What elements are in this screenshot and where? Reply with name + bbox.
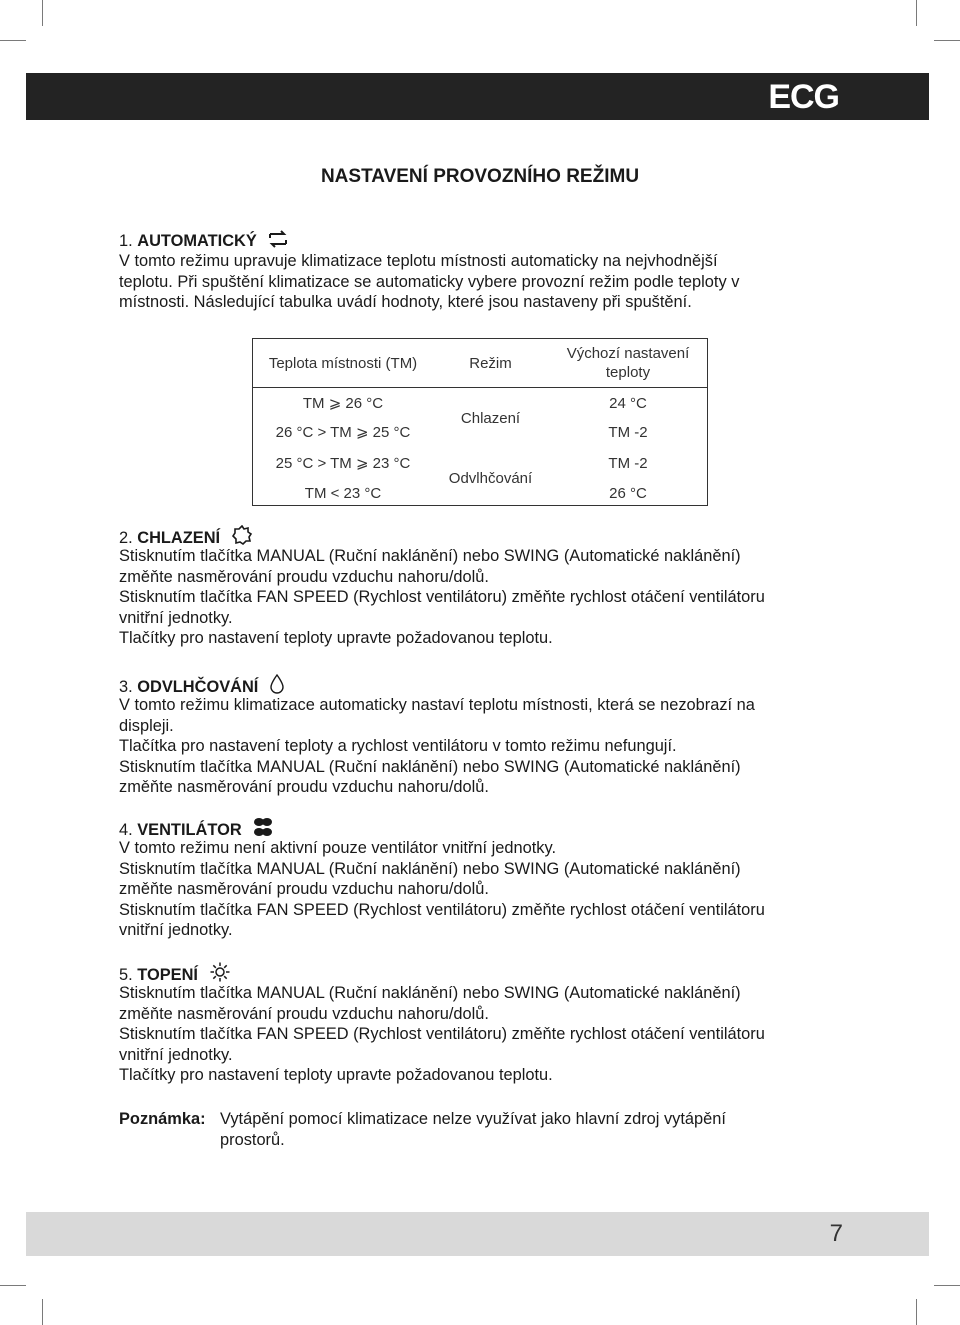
section-heading	[119, 525, 839, 546]
body-line: vnitřní jednotky.	[119, 608, 233, 627]
table-cell: TM -2	[608, 424, 648, 441]
mode-table	[252, 338, 708, 506]
section-title: TOPENÍ	[137, 966, 198, 984]
table-cell: TM ⩾ 26 °C	[302, 395, 384, 412]
table-cell: 26 °C	[609, 485, 647, 502]
table-cell: TM < 23 °C	[304, 485, 382, 502]
cooling-icon	[231, 525, 253, 545]
fan-icon	[252, 817, 274, 837]
body-line: Stisknutím tlačítka MANUAL (Ruční naklánění) nebo SWING (Automatické naklánění)	[119, 859, 741, 878]
table-cell: 24 °C	[609, 395, 647, 412]
table-cell: 26 °C > TM ⩾ 25 °C	[275, 424, 411, 441]
note-line: Vytápění pomocí klimatizace nelze využívat jako hlavní zdroj vytápění	[220, 1110, 726, 1128]
body-line: Stisknutím tlačítka MANUAL (Ruční naklánění) nebo SWING (Automatické naklánění)	[119, 547, 741, 565]
note-line: prostorů.	[220, 1130, 285, 1149]
body-line: vnitřní jednotky.	[119, 1045, 233, 1064]
body-line: Tlačítky pro nastavení teploty upravte požadovanou teplotu.	[119, 629, 553, 648]
page-number: 7	[829, 1220, 843, 1247]
crop-mark	[0, 40, 26, 41]
body-line: Stisknutím tlačítka MANUAL (Ruční naklánění) nebo SWING (Automatické naklánění)	[119, 984, 741, 1002]
crop-mark	[0, 1285, 26, 1286]
section-heading	[119, 674, 839, 695]
section-title: ODVLHČOVÁNÍ	[137, 678, 259, 696]
body-line: displeji.	[119, 716, 174, 735]
body-line: Tlačítka pro nastavení teploty a rychlost ventilátoru v tomto režimu nefungují.	[119, 737, 677, 756]
table-cell: TM -2	[608, 455, 648, 472]
body-line: změňte nasměrování proudu vzduchu nahoru/dolů.	[119, 778, 489, 797]
section-heating	[119, 962, 839, 1086]
section-number: 2.	[119, 529, 133, 547]
table-header: Režim	[469, 355, 512, 372]
table-header: Výchozí nastavení teploty	[566, 345, 690, 381]
crop-mark	[42, 0, 43, 26]
brand-logo: ECG	[768, 78, 839, 116]
table-header: Teplota místnosti (TM)	[268, 355, 418, 372]
table-cell: Odvlhčování	[448, 470, 533, 487]
body-line: místnosti. Následující tabulka uvádí hodnoty, které jsou nastaveny při spuštění.	[119, 293, 692, 312]
body-line: teplotu. Při spuštění klimatizace se automaticky vybere provozní režim podle teploty v	[119, 272, 740, 291]
table-cell: Chlazení	[460, 410, 521, 427]
dehumidify-drop-icon	[269, 674, 285, 694]
footer-bar	[26, 1212, 929, 1256]
section-title: VENTILÁTOR	[137, 821, 242, 839]
section-heading	[119, 817, 839, 838]
body-line: V tomto režimu upravuje klimatizace teplotu místnosti automaticky na nejvhodnější	[119, 252, 718, 270]
body-line: Stisknutím tlačítka FAN SPEED (Rychlost ventilátoru) změňte rychlost otáčení ventilátoru	[119, 588, 765, 607]
crop-mark	[42, 1299, 43, 1325]
body-line: V tomto režimu klimatizace automaticky nastaví teplotu místnosti, která se nezobrazí na	[119, 696, 755, 714]
crop-mark	[934, 1285, 960, 1286]
section-heading	[119, 230, 839, 251]
table-cell: 25 °C > TM ⩾ 23 °C	[275, 455, 411, 472]
body-line: Stisknutím tlačítka FAN SPEED (Rychlost ventilátoru) změňte rychlost otáčení ventilátoru	[119, 900, 765, 919]
section-number: 4.	[119, 821, 133, 839]
note-label: Poznámka:	[119, 1110, 206, 1128]
note-text	[220, 1109, 800, 1150]
header-bar	[26, 73, 929, 120]
auto-mode-icon	[267, 230, 289, 248]
section-title: AUTOMATICKÝ	[137, 232, 257, 250]
heating-sun-icon	[209, 962, 231, 982]
body-line: Tlačítky pro nastavení teploty upravte požadovanou teplotu.	[119, 1066, 553, 1085]
body-line: změňte nasměrování proudu vzduchu nahoru/dolů.	[119, 880, 489, 899]
page-title: NASTAVENÍ PROVOZNÍHO REŽIMU	[320, 166, 640, 187]
section-cooling	[119, 525, 839, 649]
body-line: vnitřní jednotky.	[119, 921, 233, 940]
body-line: změňte nasměrování proudu vzduchu nahoru/dolů.	[119, 1004, 489, 1023]
body-line: Stisknutím tlačítka MANUAL (Ruční naklánění) nebo SWING (Automatické naklánění)	[119, 757, 741, 776]
section-number: 3.	[119, 678, 133, 696]
body-line: V tomto režimu není aktivní pouze ventilátor vnitřní jednotky.	[119, 839, 556, 857]
section-number: 5.	[119, 966, 133, 984]
crop-mark	[916, 1299, 917, 1325]
crop-mark	[916, 0, 917, 26]
table-divider	[253, 387, 707, 388]
section-heading	[119, 962, 839, 983]
section-automatic	[119, 230, 839, 313]
crop-mark	[934, 40, 960, 41]
section-number: 1.	[119, 232, 133, 250]
section-title: CHLAZENÍ	[137, 529, 221, 547]
body-line: Stisknutím tlačítka FAN SPEED (Rychlost ventilátoru) změňte rychlost otáčení ventilátoru	[119, 1025, 765, 1044]
section-fan	[119, 817, 839, 941]
body-line: změňte nasměrování proudu vzduchu nahoru/dolů.	[119, 567, 489, 586]
section-dehumidify	[119, 674, 839, 798]
